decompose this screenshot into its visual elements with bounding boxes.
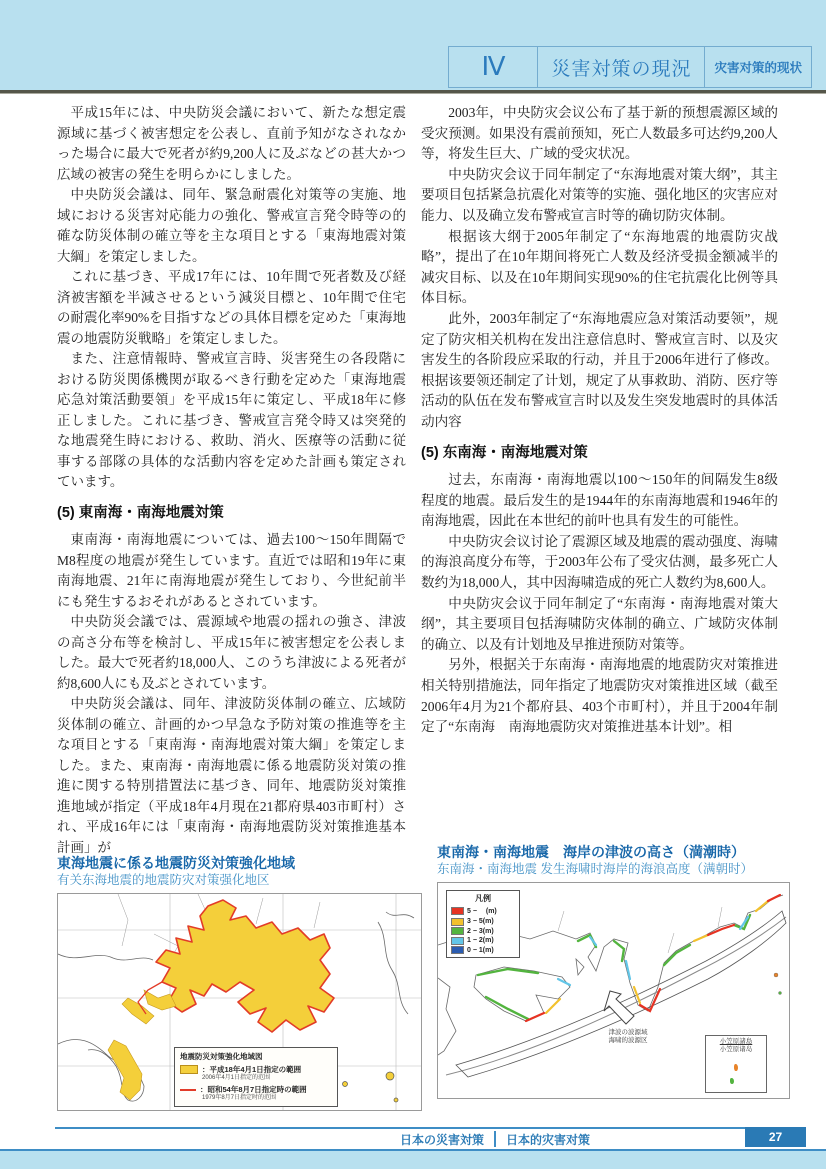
- inset-label-zh: 小笠原诸岛: [719, 1046, 753, 1053]
- map-tsunami: [437, 882, 790, 1099]
- bottom-band: [0, 1151, 826, 1169]
- section-heading-ja: (5) 東南海・南海地震対策: [57, 504, 224, 521]
- paragraph-ja: 中央防災会議は、同年、緊急耐震化対策等の実施、地域における災害対応能力の強化、警戒宣言発令時等の的確な防災体制の確立等を主な項目とする「東海地震対策大綱」を策定しました。: [57, 187, 406, 264]
- figure-title-ja: 東海地震に係る地震防災対策強化地域: [57, 855, 295, 871]
- inset-island-dot: [730, 1078, 734, 1084]
- paragraph-ja: また、注意情報時、警戒宣言時、災害発生の各段階における防災関係機関が取るべき行動を定めた「東海地震応急対策活動要領」を平成15年に策定し、平成18年に修正しました。これに基づき、警戒宣言発令時又は突発的な地震発生時における、救助、消火、医療等の活動に従事する部隊の具体的な活動内容を定めた計画も策定されています。: [57, 351, 406, 489]
- paragraph-ja: これに基づき、平成17年には、10年間で死者数及び経済被害額を半減させるという減災目標と、10年間で住宅の耐震化率90%を目指すなどの具体目標を定めた「東海地震の地震防災戦略」を策定しました。: [57, 269, 406, 346]
- figure-tsunami-height: [437, 844, 788, 1099]
- figure-tokai-strengthened-area: [57, 855, 420, 1111]
- legend-item: [451, 906, 515, 916]
- paragraph-zh: 根据该大纲于2005年制定了“东海地震的地震防灾战略”，提出了在10年期间将死亡人数及经济受损金额减半的减灾目标、以及在10年期间实现90%的住宅抗震化比例等具体目标。: [421, 228, 778, 306]
- height-swatch-1-2m: [451, 937, 464, 945]
- column-chinese: [421, 103, 778, 738]
- footer-label-zh: 日本的灾害对策: [506, 1132, 591, 1147]
- chapter-title-ja: 災害対策の現況: [551, 58, 692, 80]
- footer: [55, 1127, 771, 1149]
- legend-title: 凡例: [475, 894, 491, 903]
- legend-item-label: ：平成18年4月1日指定の範囲: [202, 1065, 302, 1074]
- section-heading-zh: (5) 东南海・南海地震对策: [421, 444, 588, 461]
- legend-item-label: 3 − 5(m): [467, 918, 494, 925]
- red-line-swatch: [180, 1089, 196, 1091]
- height-swatch-3-5m: [451, 918, 464, 926]
- footer-divider: [494, 1131, 496, 1147]
- paragraph-zh: 中央防灾会议讨论了震源区域及地震的震动强度、海啸的海浪高度分布等，于2003年公布了受灾估测，最多死亡人数约为18,000人，其中因海啸造成的死亡人数约为8,600人。: [421, 533, 778, 591]
- yellow-area-swatch: [180, 1065, 198, 1074]
- legend-item-sublabel: 2006年4月1日指定的范围: [202, 1075, 271, 1081]
- ogasawara-inset: [705, 1035, 767, 1093]
- paragraph-zh: 2003年，中央防灾会议公布了基于新的预想震源区域的受灾预测。如果没有震前预知，死亡人数最多可达约9,200人等，将发生巨大、广域的受灾状况。: [421, 105, 778, 162]
- legend-item: [180, 1084, 332, 1095]
- paragraph-ja: 中央防災会議は、同年、津波防災体制の確立、広域防災体制の確立、計画的かつ早急な予防対策の推進等を主な項目とする「東南海・南海地震対策大綱」を策定しました。また、東南海・南海地震に係る地震防災対策の推進に関する特別措置法に基づき、同年、地震防災対策推進地域が指定（平成18年4月現在21都府県403市町村）され、平成16年には「東南海・南海地震防災対策推進基本計画」が: [57, 696, 406, 855]
- legend-item: [451, 927, 515, 935]
- map-legend: [174, 1047, 338, 1107]
- legend-item-label: 1 − 2(m): [467, 937, 494, 944]
- chapter-numeral: Ⅳ: [481, 52, 506, 81]
- height-swatch-2-3m: [451, 927, 464, 935]
- paragraph-ja: 平成15年には、中央防災会議において、新たな想定震源域に基づく被害想定を公表し、直前予知がなされなかった場合に最大で死者が約9,200人に及ぶなどの甚大かつ広域の被害の発生を明らかにしました。: [57, 105, 406, 182]
- inset-label-ja: 小笠原諸島: [719, 1038, 753, 1045]
- legend-item-label: 5 − (m): [467, 908, 497, 915]
- footer-label-ja: 日本の災害対策: [400, 1132, 485, 1147]
- map-tokai: [57, 893, 422, 1111]
- inset-island-dot: [734, 1064, 738, 1071]
- annotation-ja: 津波の波源域: [608, 1029, 648, 1036]
- annotation-zh: 海啸的波源区: [608, 1037, 648, 1044]
- paragraph-ja: 中央防災会議では、震源域や地震の揺れの強さ、津波の高さ分布等を検討し、平成15年に被害想定を公表しました。最大で死者約18,000人、このうち津波による死者が約8,600人にも及ぶとされています。: [57, 614, 406, 691]
- paragraph-zh: 中央防灾会议于同年制定了“东海地震对策大纲”，其主要项目包括紧急抗震化对策等的实施、强化地区的灾害应对能力、以及确立发布警戒宣言时等的确切防灾体制。: [421, 166, 778, 223]
- paragraph-ja: 東南海・南海地震については、過去100～150年間隔でM8程度の地震が発生しています。直近では昭和19年に東南海地震、21年に南海地震が発生しており、今世紀前半にも発生するおそれがあるとされています。: [57, 532, 406, 609]
- chapter-title-zh: 灾害对策的现状: [714, 61, 802, 75]
- page-number: 27: [745, 1127, 806, 1147]
- legend-item: [180, 1064, 332, 1075]
- legend-title: 地震防災対策強化地域図: [180, 1052, 263, 1061]
- figure-title-ja: 東南海・南海地震 海岸の津波の高さ（満潮時）: [437, 844, 745, 860]
- strengthened-area-shape: [156, 900, 334, 1032]
- paragraph-zh: 过去，东南海・南海地震以100～150年的间隔发生8级程度的地震。最后发生的是1944年的东南海地震和1946年的南海地震，因此在本世纪的前叶也具有发生的可能性。: [421, 472, 778, 529]
- legend-item-sublabel: 1979年8月7日指定时的范围: [202, 1095, 277, 1101]
- legend-item-label: ：昭和54年8月7日指定時の範囲: [200, 1085, 307, 1094]
- legend-item-label: 2 − 3(m): [467, 927, 494, 935]
- chapter-header: [448, 46, 812, 88]
- height-swatch-0-1m: [451, 946, 464, 954]
- paragraph-zh: 另外，根据关于东南海・南海地震的地震防灾对策推进相关特别措施法，同年指定了地震防灾对策推进区域（截至2006年4月为21个都府县、403个市町村），并且于2004年制定了“东南海 南海地震防灾对策推进基本计划”。相: [421, 657, 778, 735]
- height-swatch-5m: [451, 907, 464, 915]
- legend-item: [451, 937, 515, 945]
- column-japanese: [57, 103, 406, 858]
- header-rule: [0, 90, 826, 94]
- paragraph-zh: 中央防灾会议于同年制定了“东南海・南海地震对策大纲”，其主要项目包括海啸防灾体制的确立、广域防灾体制的确立、以及有计划地及早推进预防对策等。: [421, 595, 778, 652]
- izu-island-dots: [774, 973, 782, 995]
- legend-item: [451, 918, 515, 926]
- strengthened-area-west-parts: [108, 990, 176, 1100]
- wave-source-annotation: [586, 1029, 670, 1045]
- legend-item-label: 0 − 1(m): [467, 946, 494, 954]
- figure-title-zh: 有关东海地震的地震防灾对策强化地区: [57, 873, 270, 887]
- legend-item: [451, 946, 515, 954]
- paragraph-zh: 此外，2003年制定了“东海地震应急对策活动要领”，规定了防灾相关机构在发出注意信息时、警戒宣言时、以及灾害发生的各阶段应采取的行动，并且于2006年进行了修改。根据该要领还制定了计划，规定了从事救助、消防、医疗等活动的队伍在发布警戒宣言时以及发生突发地震时的具体活动内容: [421, 310, 778, 429]
- figure-title-zh: 东南海・南海地震 发生海啸时海岸的海浪高度（满朝时）: [437, 862, 753, 876]
- map-legend: [446, 890, 520, 958]
